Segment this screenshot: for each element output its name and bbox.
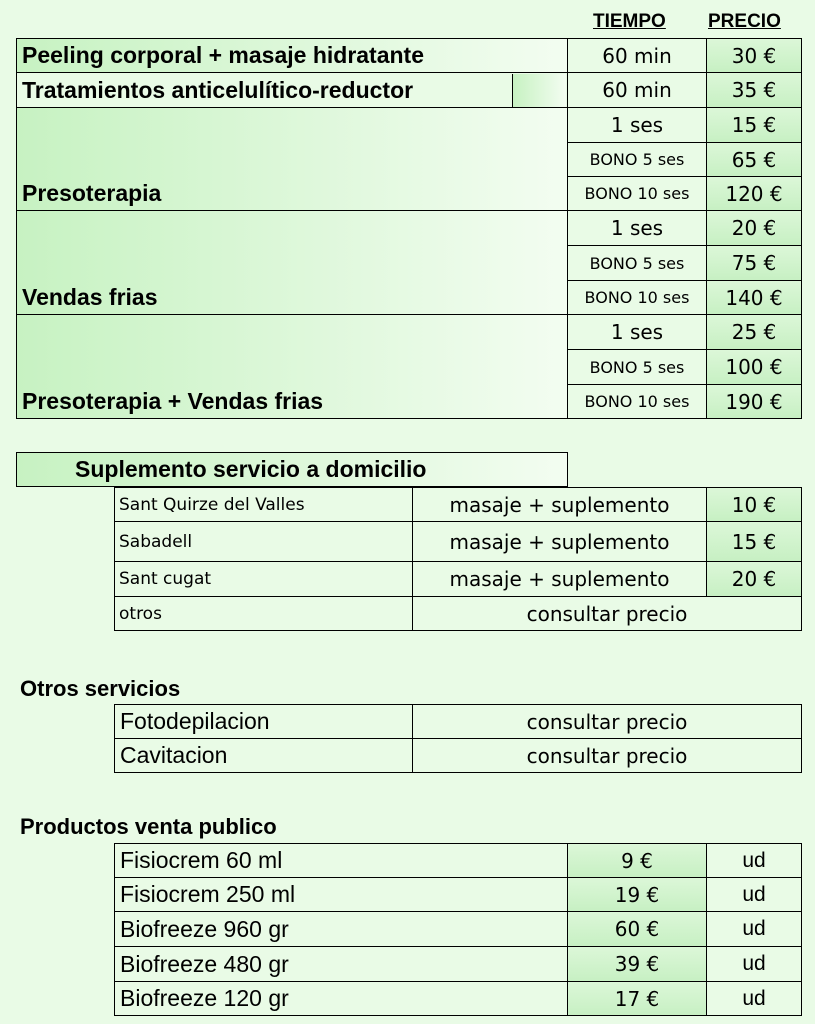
group-precio: 25 € bbox=[706, 314, 802, 350]
product-unit: ud bbox=[706, 981, 802, 1016]
group-tiempo: BONO 5 ses bbox=[567, 142, 707, 177]
product-unit: ud bbox=[706, 843, 802, 878]
group-tiempo: BONO 10 ses bbox=[567, 280, 707, 315]
product-unit: ud bbox=[706, 911, 802, 947]
service-precio-peeling: 30 € bbox=[706, 38, 802, 73]
product-precio: 39 € bbox=[567, 946, 707, 982]
product-precio: 60 € bbox=[567, 911, 707, 947]
service-tiempo-peeling: 60 min bbox=[567, 38, 707, 73]
section-title-otros-servicios: Otros servicios bbox=[20, 676, 181, 701]
domicilio-place: Sant cugat bbox=[114, 561, 413, 597]
domicilio-place-otros: otros bbox=[114, 596, 413, 631]
group-tiempo: 1 ses bbox=[567, 314, 707, 350]
group-tiempo: 1 ses bbox=[567, 210, 707, 246]
section-title-domicilio: Suplemento servicio a domicilio bbox=[16, 452, 568, 487]
domicilio-precio: 15 € bbox=[706, 521, 802, 562]
product-unit: ud bbox=[706, 877, 802, 912]
product-precio: 17 € bbox=[567, 981, 707, 1016]
service-precio-anticelulitico: 35 € bbox=[706, 72, 802, 108]
header-tiempo: TIEMPO bbox=[593, 11, 666, 32]
domicilio-desc: masaje + suplemento bbox=[412, 561, 707, 597]
group-tiempo: 1 ses bbox=[567, 107, 707, 143]
group-precio: 100 € bbox=[706, 349, 802, 385]
group-name-presoterapia: Presoterapia bbox=[16, 107, 568, 211]
product-name: Fisiocrem 60 ml bbox=[114, 843, 568, 878]
product-name: Biofreeze 960 gr bbox=[114, 911, 568, 947]
otros-servicio-name: Cavitacion bbox=[114, 738, 413, 773]
header-precio: PRECIO bbox=[708, 11, 781, 32]
group-precio: 120 € bbox=[706, 176, 802, 211]
domicilio-place: Sabadell bbox=[114, 521, 413, 562]
section-title-productos: Productos venta publico bbox=[20, 814, 277, 839]
domicilio-desc-otros: consultar precio bbox=[412, 596, 802, 631]
group-precio: 190 € bbox=[706, 384, 802, 419]
group-precio: 75 € bbox=[706, 245, 802, 281]
otros-servicio-desc: consultar precio bbox=[412, 704, 802, 739]
group-name-presoterapia-vendas: Presoterapia + Vendas frias bbox=[16, 314, 568, 419]
group-tiempo: BONO 5 ses bbox=[567, 245, 707, 281]
group-tiempo: BONO 10 ses bbox=[567, 384, 707, 419]
domicilio-desc: masaje + suplemento bbox=[412, 521, 707, 562]
otros-servicio-name: Fotodepilacion bbox=[114, 704, 413, 739]
product-name: Biofreeze 480 gr bbox=[114, 946, 568, 982]
service-name-peeling: Peeling corporal + masaje hidratante bbox=[16, 38, 568, 73]
group-precio: 65 € bbox=[706, 142, 802, 177]
group-name-vendas-frias: Vendas frias bbox=[16, 210, 568, 315]
domicilio-place: Sant Quirze del Valles bbox=[114, 487, 413, 522]
group-tiempo: BONO 10 ses bbox=[567, 176, 707, 211]
domicilio-desc: masaje + suplemento bbox=[412, 487, 707, 522]
product-name: Fisiocrem 250 ml bbox=[114, 877, 568, 912]
group-precio: 20 € bbox=[706, 210, 802, 246]
group-precio: 140 € bbox=[706, 280, 802, 315]
service-name-anticelulitico bbox=[16, 72, 568, 108]
otros-servicio-desc: consultar precio bbox=[412, 738, 802, 773]
product-name: Biofreeze 120 gr bbox=[114, 981, 568, 1016]
product-precio: 19 € bbox=[567, 877, 707, 912]
product-precio: 9 € bbox=[567, 843, 707, 878]
group-tiempo: BONO 5 ses bbox=[567, 349, 707, 385]
product-unit: ud bbox=[706, 946, 802, 982]
domicilio-precio: 10 € bbox=[706, 487, 802, 522]
domicilio-precio: 20 € bbox=[706, 561, 802, 597]
group-precio: 15 € bbox=[706, 107, 802, 143]
service-tiempo-anticelulitico: 60 min bbox=[567, 72, 707, 108]
service-label-anticelulitico: Tratamientos anticelulítico-reductor bbox=[22, 76, 414, 103]
decorative-cell bbox=[512, 74, 566, 107]
